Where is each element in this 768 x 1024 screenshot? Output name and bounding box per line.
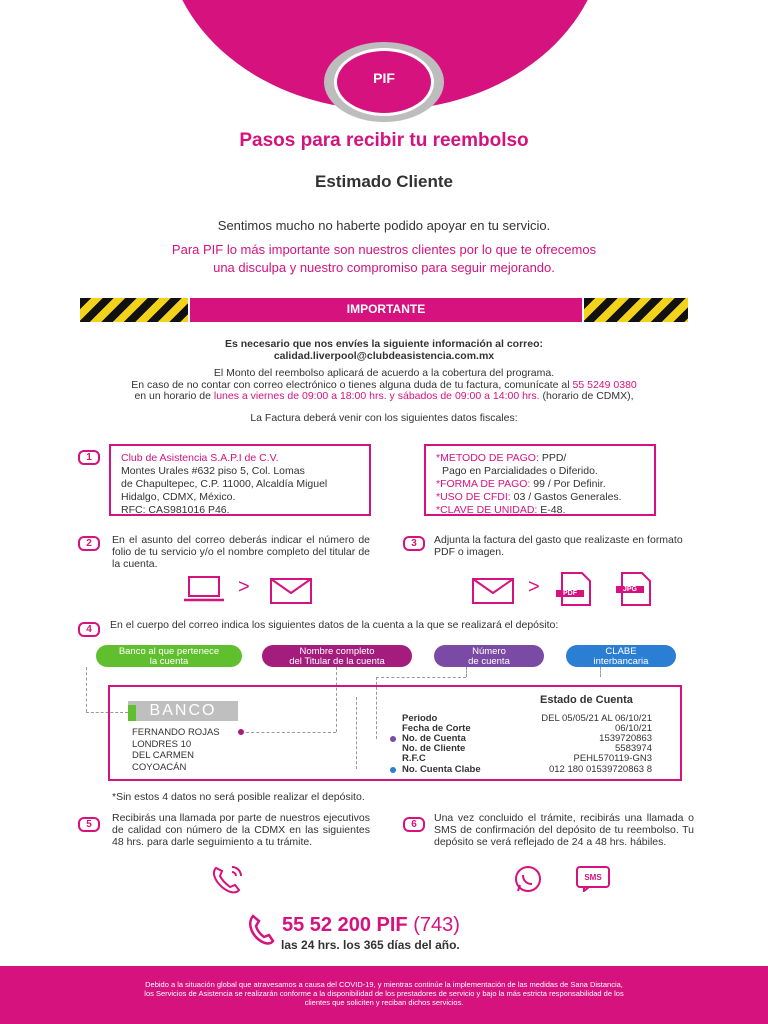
contact-phone[interactable]: 55 52 200 PIF (743) <box>282 914 460 936</box>
step-6-text: Una vez concluido el trámite, recibirás una llamada o SMS de confirmación del depósito de tu reembolso. Tu depósito se verá reflejado de 24 a 48 hrs. hábiles. <box>434 812 694 848</box>
jpg-label: JPG <box>616 586 644 593</box>
connector-numero <box>466 667 467 677</box>
step-number-2: 2 <box>78 536 100 551</box>
row-label: Fecha de Corte <box>402 723 471 734</box>
intro-line3: En caso de no contar con correo electrónico o tienes alguna duda de tu factura, comunícate al 55 5249 0380 <box>131 379 637 391</box>
step-number-1: 1 <box>78 450 100 465</box>
account-marker <box>390 736 396 742</box>
apology-text: Sentimos mucho no haberte podido apoyar en tu servicio. <box>217 218 551 233</box>
pdf-label: PDF <box>556 590 584 597</box>
connector-numero <box>376 677 466 678</box>
pill-numero: Número de cuenta <box>434 645 544 667</box>
pdf-file-icon <box>556 572 592 606</box>
step-3-text: Adjunta la factura del gasto que realizaste en formato PDF o imagen. <box>434 534 683 558</box>
row-value: 06/10/21 <box>615 723 652 734</box>
step-5-text: Recibirás una llamada por parte de nuestros ejecutivos de calidad con número de la CDMX en las siguientes 48 hrs. para darle seguimiento a tu trámite. <box>112 812 370 848</box>
step-number-5: 5 <box>78 817 100 832</box>
laptop-icon <box>182 574 226 604</box>
intro-line1: Es necesario que nos envíes la siguiente información al correo: <box>224 338 544 350</box>
mail-icon <box>472 578 514 604</box>
row-value: PEHL570119-GN3 <box>573 753 652 764</box>
arrow-icon: > <box>528 576 540 598</box>
logo-text: PIF <box>373 70 395 86</box>
row-label: No. Cuenta Clabe <box>402 764 481 775</box>
page-title: Pasos para recibir tu reembolso <box>239 130 529 151</box>
whatsapp-icon <box>508 864 548 896</box>
clabe-marker <box>390 767 396 773</box>
connector-clabe <box>600 667 601 677</box>
important-banner: IMPORTANTE <box>190 298 582 322</box>
arrow-icon: > <box>238 576 250 598</box>
bank-logo: BANCO <box>128 701 238 721</box>
account-holder-address: FERNANDO ROJAS LONDRES 10 DEL CARMEN COYOACÁN <box>132 727 220 773</box>
bank-marker <box>128 705 136 721</box>
row-value: 012 180 01539720863 8 <box>548 764 652 775</box>
commitment-text: Para PIF lo más importante son nuestros clientes por lo que te ofrecemos una disculpa y nuestro compromiso para seguir mejorando. <box>171 242 597 275</box>
phone-link[interactable]: 55 5249 0380 <box>572 379 637 391</box>
row-label: Periodo <box>402 713 438 724</box>
step-number-3: 3 <box>403 536 425 551</box>
sms-label: SMS <box>584 873 602 882</box>
phone-call-icon <box>208 862 248 896</box>
row-label: No. de Cuenta <box>402 733 466 744</box>
row-label: R.F.C <box>402 753 426 764</box>
hazard-stripe-left <box>80 298 188 322</box>
row-value: 1539720863 <box>599 733 652 744</box>
email-link[interactable]: calidad.liverpool@clubdeasistencia.com.mx <box>273 350 495 362</box>
greeting: Estimado Cliente <box>315 172 453 191</box>
step-number-4: 4 <box>78 622 100 637</box>
note-text: *Sin estos 4 datos no será posible realizar el depósito. <box>112 791 365 803</box>
statement-title: Estado de Cuenta <box>540 694 633 706</box>
intro-line5: La Factura deberá venir con los siguientes datos fiscales: <box>250 412 518 424</box>
row-label: No. de Cliente <box>402 743 466 754</box>
row-value: DEL 05/05/21 AL 06/10/21 <box>541 713 652 724</box>
fiscal-data-right: *METODO DE PAGO: PPD/ Pago en Parcialidades o Diferido. *FORMA DE PAGO: 99 / Por Definir. *USO DE CFDI: 03 / Gastos Generales. *CLAVE DE UNIDAD: E-48. <box>424 444 656 516</box>
step-2-text: En el asunto del correo deberás indicar el número de folio de tu servicio y/o el nombre completo del titular de la cuenta. <box>112 534 370 570</box>
step-number-6: 6 <box>403 817 425 832</box>
fiscal-data-left: Club de Asistencia S.A.P.I de C.V. Montes Urales #632 piso 5, Col. Lomas de Chapultepec, C.P. 11000, Alcaldía Miguel Hidalgo, CDMX, México. RFC: CAS981016 P46. <box>109 444 371 516</box>
row-value: 5583974 <box>615 743 652 754</box>
pill-banco: Banco al que pertenece la cuenta <box>96 645 242 667</box>
phone-icon <box>246 914 276 946</box>
hazard-stripe-right <box>584 298 688 322</box>
connector-banco <box>86 667 87 712</box>
intro-line2: El Monto del reembolso aplicará de acuerdo a la cobertura del programa. <box>213 367 555 379</box>
pill-clabe: CLABE interbancaria <box>566 645 676 667</box>
contact-hours: las 24 hrs. los 365 días del año. <box>281 938 460 952</box>
pill-nombre: Nombre completo del Titular de la cuenta <box>262 645 412 667</box>
step-4-text: En el cuerpo del correo indica los siguientes datos de la cuenta a la que se realizará el depósito: <box>110 619 559 631</box>
holder-marker <box>238 729 244 735</box>
intro-line4: en un horario de lunes a viernes de 09:00 a 18:00 hrs. y sábados de 09:00 a 14:00 hrs. (horario de CDMX), <box>134 390 634 402</box>
footer-notice: Debido a la situación global que atravesamos a causa del COVID-19, y mientras continúe la implementación de las medidas de Sana Distancia, los Servicios de Asistencia se realizarán conforme a la disponibilidad de los prestadores de servicio y bajo la más estricta responsabilidad de los clientes que soliciten y reciban dichos servicios. <box>0 966 768 1024</box>
mail-icon <box>270 578 312 604</box>
